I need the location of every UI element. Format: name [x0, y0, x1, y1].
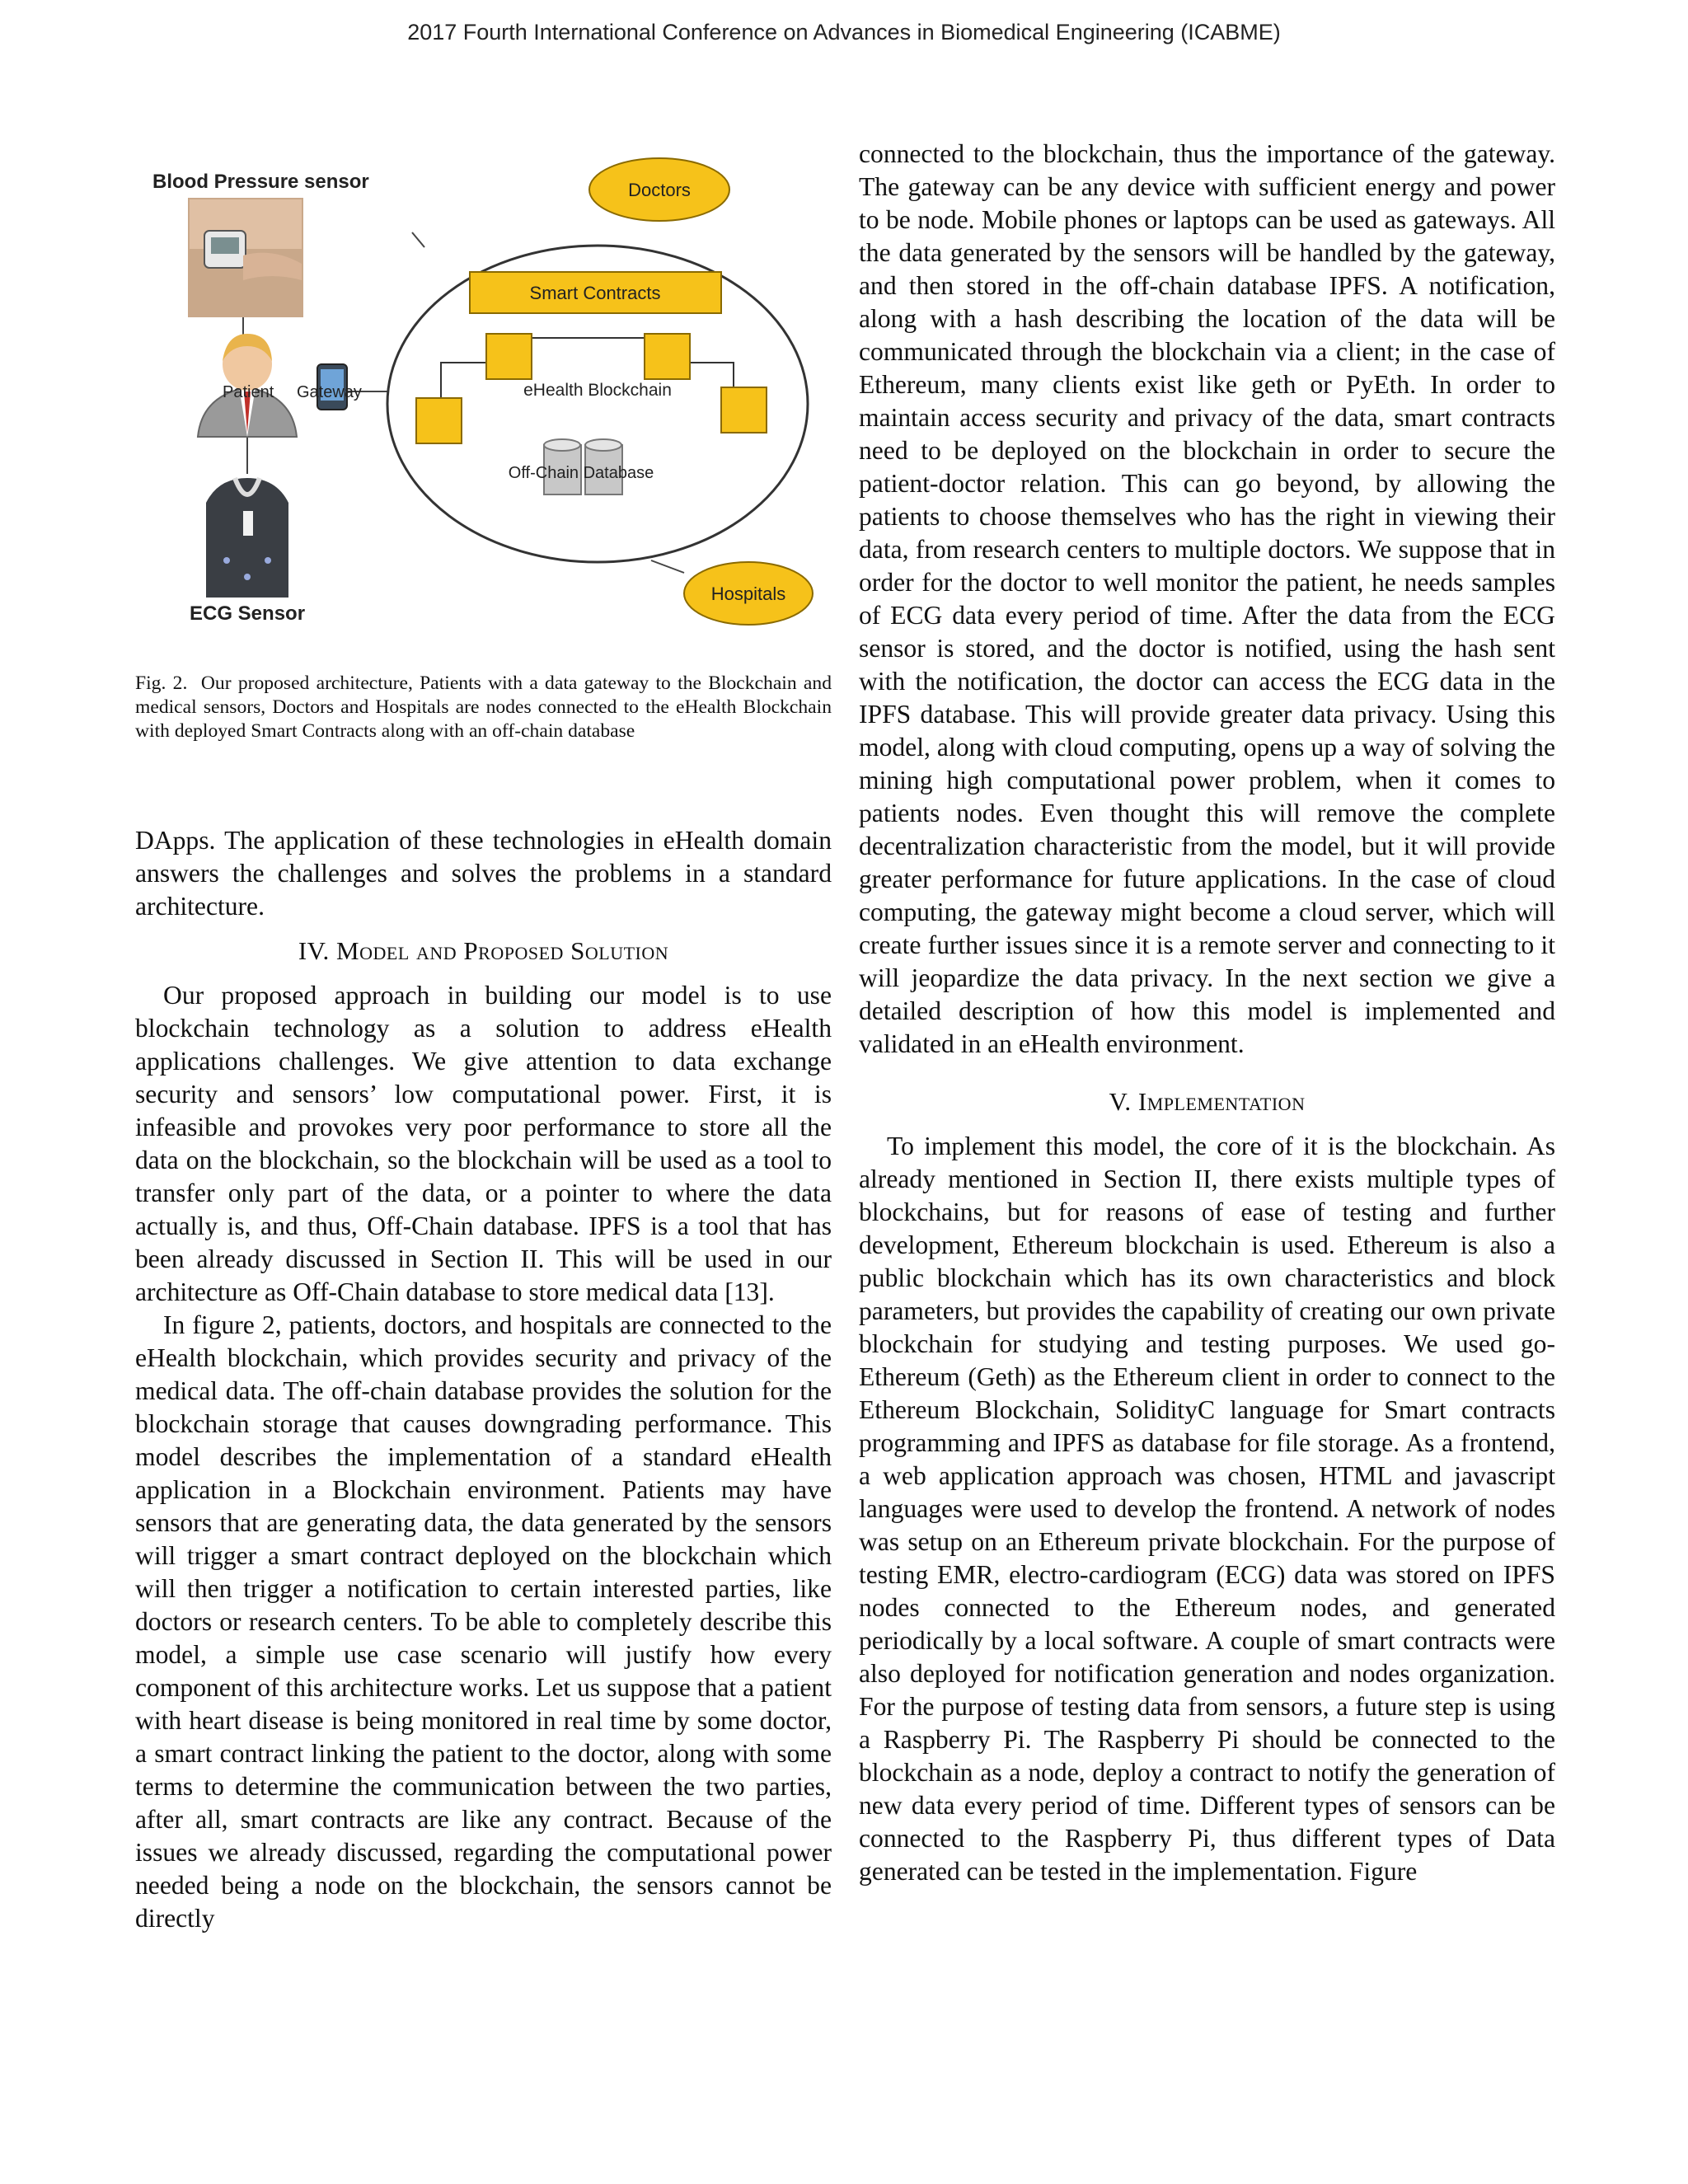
blockchain-label: eHealth Blockchain [523, 381, 672, 400]
architecture-diagram [140, 148, 832, 643]
section-v-paragraph: To implement this model, the core of it is the blockchain. As already mentioned in Section II, there exists multiple types of blockchains, but for reasons of ease of testing and further development, Ethereum blockchain is used. Ethereum is also a public blockchain which has its own characteristics and block parameters, but provides the capability of creating our own private blockchain for studying and testing purposes. We used go-Ethereum (Geth) as the Ethereum client in order to connect to the Ethereum Blockchain, SolidityC language for Smart contracts programming and IPFS as database for file storage. As a frontend, a web application approach was chosen, HTML and javascript languages were used to develop the frontend. A network of nodes was setup on an Ethereum private blockchain. For the purpose of testing EMR, electro-cardiogram (ECG) data was stored on IPFS nodes connected to the Ethereum nodes, and generated periodically by a local software. A couple of smart contracts were also deployed for notification generation and nodes organization. For the purpose of testing data from sensors, a future step is using a Raspberry Pi. The Raspberry Pi should be connected to the blockchain as a node, deploy a contract to notify the generation of new data every period of time. Different types of sensors can be connected to the Raspberry Pi, thus different types of Data generated can be tested in the implementation. Figure [859, 1132, 1555, 1886]
bp-sensor-label: Blood Pressure sensor [152, 171, 369, 193]
blockchain-node-4 [721, 387, 767, 433]
conference-header: 2017 Fourth International Conference on Advances in Biomedical Engineering (ICABME) [407, 20, 1281, 45]
section-v-heading: V. Implementation [1109, 1087, 1306, 1116]
figure-caption-label: Fig. 2. [135, 673, 188, 694]
right-column [859, 138, 1555, 1888]
section-iv-heading: IV. Model and Proposed Solution [298, 936, 669, 965]
architecture-figure [140, 148, 832, 643]
ecg-sensor-label: ECG Sensor [190, 602, 306, 625]
offchain-db-label: Off-Chain Database [508, 464, 654, 482]
doctors-label: Doctors [628, 180, 691, 200]
figure-caption-text: Our proposed architecture, Patients with a data gateway to the Blockchain and medical sensors, Doctors and Hospitals are nodes connected to the eHealth Blockchain with deployed Smart Contracts along with an off-chain database [135, 673, 832, 742]
blockchain-node-3 [645, 334, 690, 379]
section-iv-paragraph-2: In figure 2, patients, doctors, and hospitals are connected to the eHealth blockchain, which provides security and privacy of the medical data. The off-chain database provides the solution for the blockchain storage that causes downgrading performance. This model describes the implementation of a standard eHealth application in a Blockchain environment. Patients may have sensors that are generating data, the data generated by the sensors will trigger a smart contract deployed on the blockchain which will then trigger a notification to certain interested parties, like doctors or research centers. To be able to completely describe this model, a simple use case scenario will justify how every component of this architecture works. Let us suppose that a patient with heart disease is being monitored in real time by some doctor, a smart contract linking the patient to the doctor, along with some terms to determine the communication between the two parties, after all, smart contracts are like any contract. Because of the issues we already discussed, regarding the computational power needed being a node on the blockchain, the sensors cannot be directly [135, 1310, 832, 1933]
right-paragraph-1: connected to the blockchain, thus the importance of the gateway. The gateway can be any device with sufficient energy and power to be node. Mobile phones or laptops can be used as gateways. All the data generated by the sensors will be handled by the gateway, and then stored in the off-chain database IPFS. A notification, along with a hash describing the location of the data will be communicated through the blockchain via a client; in the case of Ethereum, many clients exist like geth or PyEth. In order to maintain access security and privacy of the data, smart contracts need to be deployed on the blockchain in order to secure the patient-doctor relation. This can go beyond, by allowing the patients to choose themselves who has the right in viewing their data, from research centers to multiple doctors. We suppose that in order for the doctor to well monitor the patient, he needs samples of ECG data every period of time. After the data from the ECG sensor is stored, and the doctor is notified, using the hash sent with the notification, the doctor can access the ECG data in the IPFS database. This will provide greater data privacy. Using this model, along with cloud computing, opens up a way of solving the mining high computational power problem, when it comes to patients nodes. Even thought this will remove the complete decentralization characteristic from the model, but it will provide greater performance for future applications. In the case of cloud computing, the gateway might become a cloud server, which will create further issues since it is a remote server and connecting to it will jeopardize the data privacy. In the next section we give a detailed description of how this model is implemented and validated in an eHealth environment. [859, 139, 1555, 1058]
smart-contracts-label: Smart Contracts [529, 283, 661, 303]
left-intro-paragraph: DApps. The application of these technologies in eHealth domain answers the challenges and solves the problems in a standard architecture. [135, 826, 832, 921]
figure-caption [135, 672, 832, 743]
patient-label: Patient [223, 383, 274, 401]
section-iv-paragraph-1: Our proposed approach in building our model is to use blockchain technology as a solution to address eHealth applications challenges. We give attention to data exchange security and sensors’ low computational power. First, it is infeasible and provokes very poor performance to store all the data on the blockchain, so the blockchain will be used as a tool to transfer only part of the data, or a pointer to where the data actually is, and thus, Off-Chain database. IPFS is a tool that has been already discussed in Section II. This will be used in our architecture as Off-Chain database to store medical data [13]. [135, 981, 832, 1306]
blockchain-node-2 [486, 334, 532, 379]
bp-sensor-image [188, 198, 303, 317]
hospitals-label: Hospitals [710, 583, 786, 604]
blockchain-node-1 [416, 398, 462, 443]
gateway-label: Gateway [297, 383, 362, 401]
left-column [135, 824, 832, 1935]
ecg-sensor-image [198, 474, 297, 598]
